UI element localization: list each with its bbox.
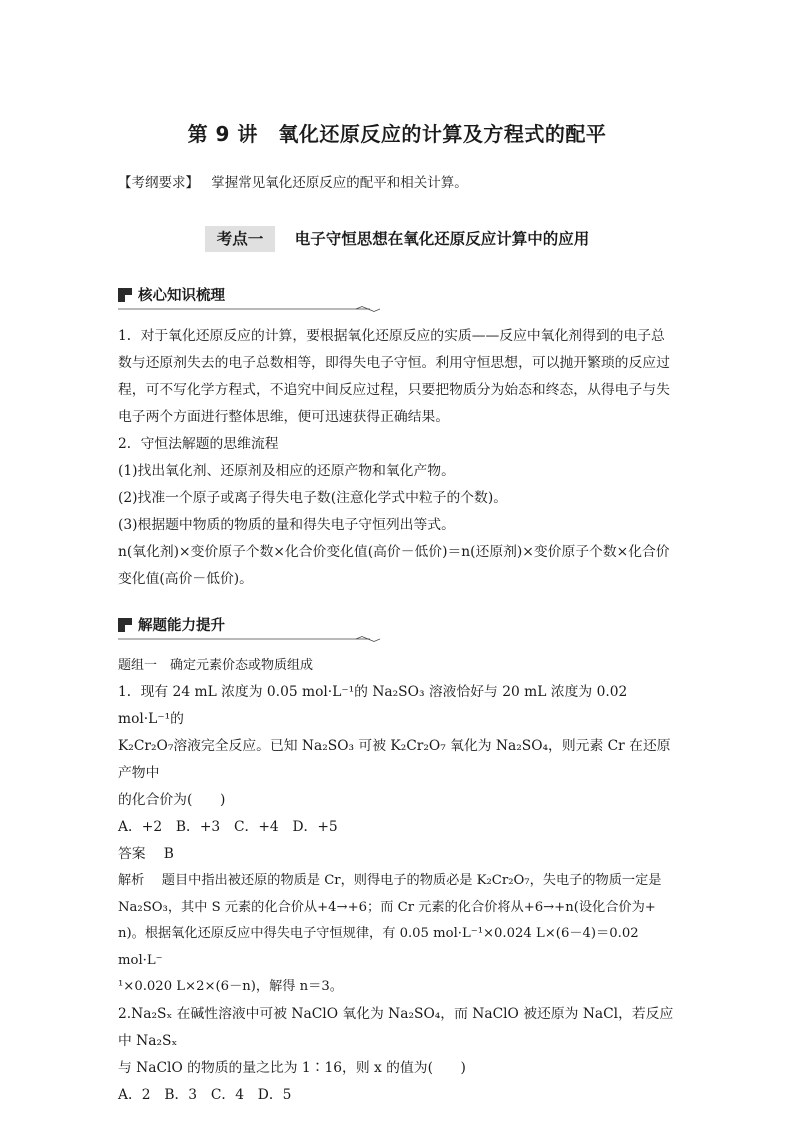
paragraph-line: 程，可不写化学方程式，不追究中间反应过程，只要把物质分为始态和终态，从得电子与失 (118, 382, 670, 398)
section-header-core-knowledge (118, 284, 380, 312)
group-heading: 题组一 确定元素价态或物质组成 (118, 658, 314, 673)
section2-body (118, 652, 676, 1109)
section-title: 解题能力提升 (138, 618, 225, 634)
section-header-problem-solving (118, 614, 380, 642)
kaodian-tag: 考点一 (205, 226, 276, 252)
question-2-line: 与 NaClO 的物质的量之比为 1∶16，则 x 的值为( ) (118, 1059, 466, 1076)
paragraph-line: (3)根据题中物质的物质的量和得失电子守恒列出等式。 (118, 517, 455, 533)
requirement-text: 掌握常见氧化还原反应的配平和相关计算。 (211, 175, 468, 191)
analysis-line: ¹×0.020 L×2×(6－n)，解得 n＝3。 (118, 979, 343, 994)
question-2-options: A．2 B．3 C．4 D．5 (118, 1086, 292, 1103)
section-title: 核心知识梳理 (138, 288, 225, 304)
analysis-line: n)。根据氧化还原反应中得失电子守恒规律，有 0.05 mol·L⁻¹×0.024 L×(6－4)＝0.02 mol·L⁻ (118, 926, 639, 968)
paragraph-line: (2)找准一个原子或离子得失电子数(注意化学式中粒子的个数)。 (118, 490, 508, 506)
section1-body (118, 323, 676, 593)
paragraph-line: (1)找出氧化剂、还原剂及相应的还原产物和氧化产物。 (118, 463, 455, 479)
question-2-line: 2.Na₂Sₓ 在碱性溶液中可被 NaClO 氧化为 Na₂SO₄，而 NaClO 被还原为 NaCl，若反应中 Na₂Sₓ (118, 1005, 674, 1049)
paragraph-line: 电子两个方面进行整体思维，便可迅速获得正确结果。 (118, 409, 450, 425)
section-square-icon (118, 618, 132, 632)
kaodian-title: 电子守恒思想在氧化还原反应计算中的应用 (294, 230, 590, 248)
requirement-line (118, 171, 468, 191)
answer-label: 答案 (118, 846, 146, 862)
analysis-line: Na₂SO₃，其中 S 元素的化合价从+4→+6；而 Cr 元素的化合价将从+6→+n(设化合价为+ (118, 899, 656, 915)
question-1-line: 的化合价为( ) (118, 792, 226, 808)
analysis-line (118, 868, 676, 895)
section-underline (118, 306, 380, 312)
paragraph-line: 2．守恒法解题的思维流程 (118, 436, 279, 452)
analysis-label: 解析 (118, 873, 145, 888)
answer-line (118, 841, 676, 868)
analysis-text: 题目中指出被还原的物质是 Cr，则得电子的物质必是 K₂Cr₂O₇，失电子的物质一定是 (161, 873, 662, 888)
answer-value: B (163, 846, 174, 862)
question-1-options: A．+2 B．+3 C．+4 D．+5 (118, 819, 338, 835)
section-square-icon (118, 288, 132, 302)
section-underline (118, 636, 380, 642)
paragraph-line: 变化值(高价－低价)。 (118, 571, 253, 587)
question-1-line: K₂Cr₂O₇溶液完全反应。已知 Na₂SO₃ 可被 K₂Cr₂O₇ 氧化为 Na₂SO₄，则元素 Cr 在还原产物中 (118, 738, 671, 781)
question-1-line: 1．现有 24 mL 浓度为 0.05 mol·L⁻¹的 Na₂SO₃ 溶液恰好与 20 mL 浓度为 0.02 mol·L⁻¹的 (118, 684, 628, 727)
page-title: 第 9 讲 氧化还原反应的计算及方程式的配平 (187, 122, 607, 146)
requirement-tag: 【考纲要求】 (118, 175, 199, 191)
paragraph-line: 1．对于氧化还原反应的计算，要根据氧化还原反应的实质——反应中氧化剂得到的电子总 (118, 328, 665, 344)
paragraph-line: n(氧化剂)×变价原子个数×化合价变化值(高价－低价)＝n(还原剂)×变价原子个数×化合价 (118, 544, 670, 560)
paragraph-line: 数与还原剂失去的电子总数相等，即得失电子守恒。利用守恒思想，可以抛开繁琐的反应过 (118, 355, 670, 371)
kaodian-heading (0, 227, 794, 249)
